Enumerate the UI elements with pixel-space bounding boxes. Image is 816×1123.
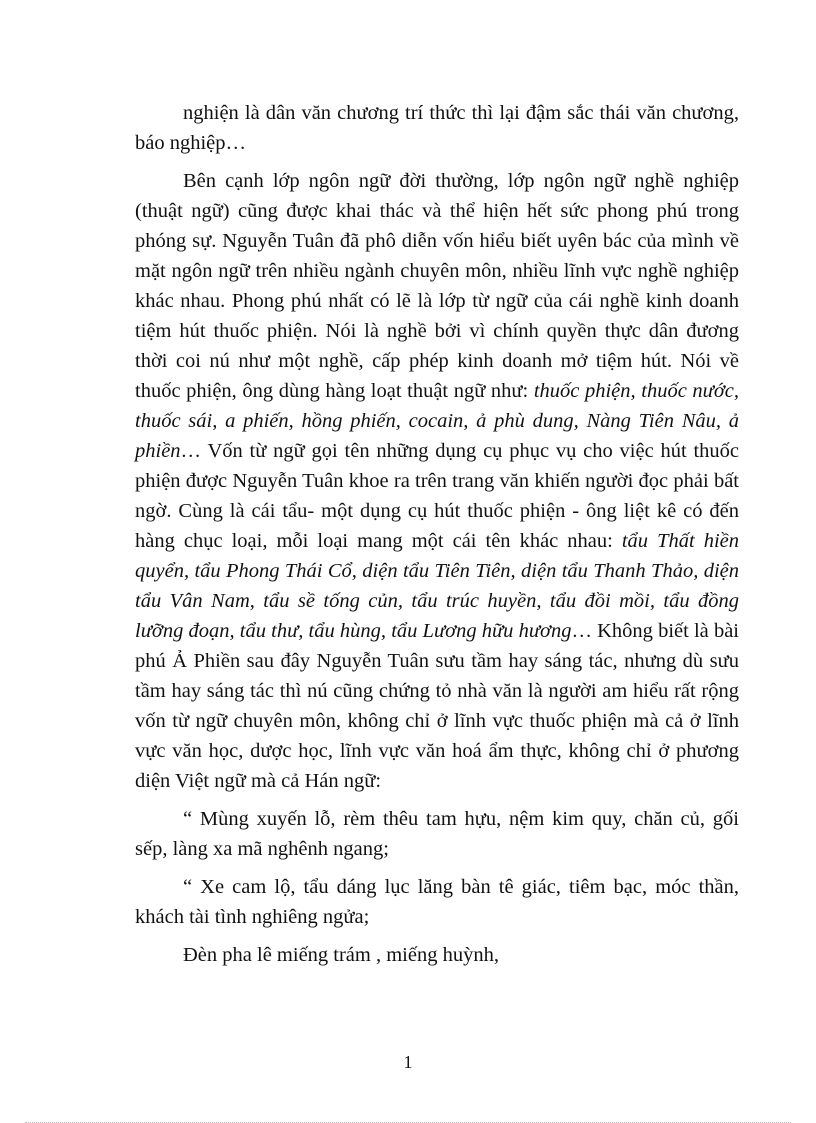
page-number: 1 xyxy=(403,1052,413,1072)
paragraph-text: Bên cạnh lớp ngôn ngữ đời thường, lớp ngôn ngữ nghề nghiệp (thuật ngữ) cũng được khai thác và thể hiện hết sức phong phú trong phóng sự. Nguyễn Tuân đã phô diễn vốn hiểu biết uyên bác của mình về mặt ngôn ngữ trên nhiều ngành chuyên môn, nhiều lĩnh vực nghề nghiệp khác nhau. Phong phú nhất có lẽ là lớp từ ngữ của cái nghề kinh doanh tiệm hút thuốc phiện. Nói là nghề bởi vì chính quyền thực dân đương thời coi nú như một nghề, cấp phép kinh doanh mở tiệm hút. Nói về thuốc phiện, ông dùng hàng loạt thuật ngữ như: xyxy=(135,170,739,402)
paragraph-text: … Không biết là bài phú Ả Phiền sau đây Nguyễn Tuân sưu tầm hay sáng tác, nhưng dù sưu tầm hay sáng tác thì nú cũng chứng tỏ nhà văn là người am hiểu rất rộng vốn từ ngữ chuyên môn, không chỉ ở lĩnh vực thuốc phiện mà cả ở lĩnh vực văn học, dược học, lĩnh vực văn hoá ẩm thực, không chỉ ở phương diện Việt ngữ mà cả Hán ngữ: xyxy=(135,620,739,792)
quote-line-3: Đèn pha lê miếng trám , miếng huỳnh, xyxy=(183,944,499,966)
quote-line-1: “ Mùng xuyến lỗ, rèm thêu tam hựu, nệm kim quy, chăn củ, gối sếp, làng xa mã nghênh ngang; xyxy=(135,808,739,860)
paragraph-main xyxy=(135,166,739,796)
quote-line-2: “ Xe cam lộ, tẩu dáng lục lăng bàn tê giác, tiêm bạc, móc thần, khách tài tình nghiêng ngửa; xyxy=(135,876,739,928)
pipe-names-italic: tẩu Thất hiền quyển, tẩu Phong Thái Cổ, diện tẩu Tiên Tiên, diện tẩu Thanh Thảo, diện tẩu Vân Nam, tẩu sề tống củn, tẩu trúc huyền, tẩu đồi mồi, tẩu đồng lưỡng đoạn, tẩu thư, tẩu hùng, tẩu Lương hữu hương xyxy=(135,530,739,642)
paragraph-continuation: nghiện là dân văn chương trí thức thì lại đậm sắc thái văn chương, báo nghiệp… xyxy=(135,102,739,154)
paragraph-text: … Vốn từ ngữ gọi tên những dụng cụ phục vụ cho việc hút thuốc phiện được Nguyễn Tuân khoe ra trên trang văn khiến người đọc phải bất ngờ. Cùng là cái tẩu- một dụng cụ hút thuốc phiện - ông liệt kê có đến hàng chục loại, mỗi loại mang một cái tên khác nhau: xyxy=(135,440,739,552)
body-text xyxy=(135,98,739,978)
opium-terms-italic: thuốc phiện, thuốc nước, thuốc sái, a phiến, hồng phiến, cocain, ả phù dung, Nàng Tiên Nâu, ả phiền xyxy=(135,380,739,462)
